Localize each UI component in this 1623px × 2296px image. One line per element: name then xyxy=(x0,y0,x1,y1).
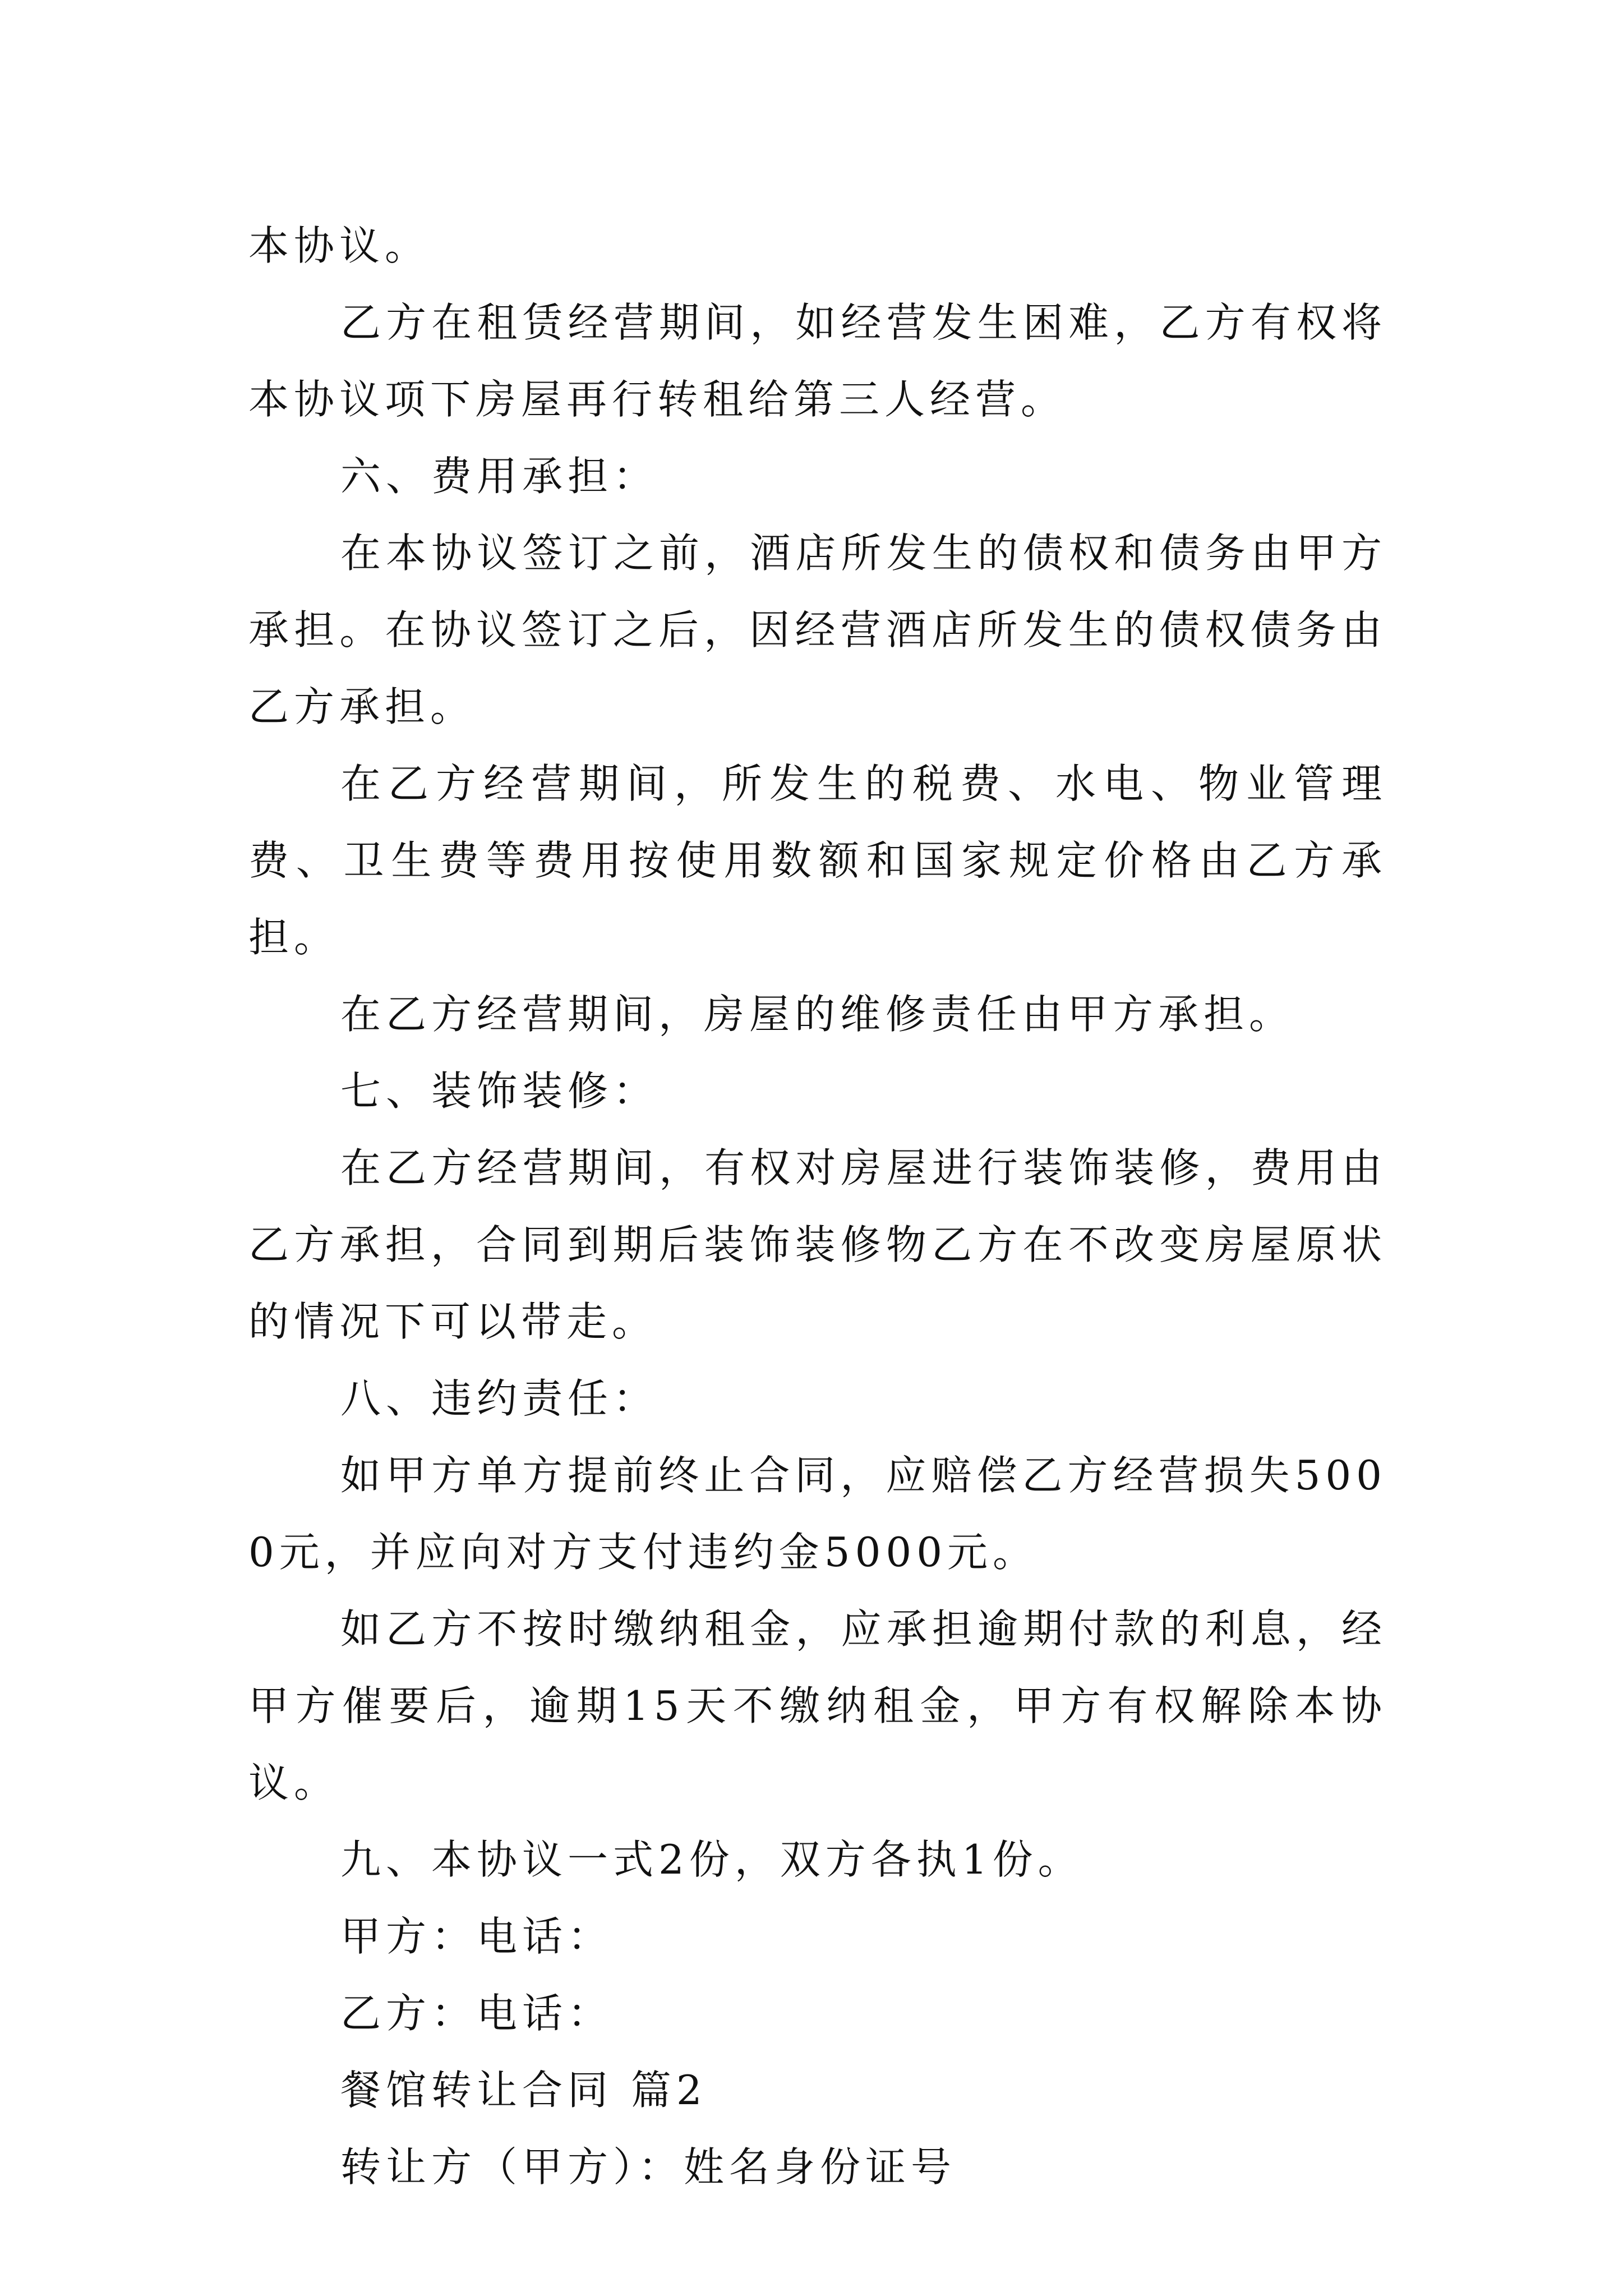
paragraph-decoration: 在乙方经营期间，有权对房屋进行装饰装修，费用由乙方承担，合同到期后装饰装修物乙方在不改变房屋原状的情况下可以带走。 xyxy=(248,1144,1387,1345)
paragraph-copies: 九、本协议一式2份，双方各执1份。 xyxy=(340,1836,1083,1883)
transferor-line: 转让方（甲方）：姓名身份证号 xyxy=(340,2143,957,2191)
paragraph-repairs: 在乙方经营期间，房屋的维修责任由甲方承担。 xyxy=(340,991,1295,1038)
paragraph-sublease: 乙方在租赁经营期间，如经营发生困难，乙方有权将本协议项下房屋再行转租给第三人经营。 xyxy=(248,299,1387,423)
signature-party-b: 乙方：电话： xyxy=(340,1990,614,2037)
heading-breach: 八、违约责任： xyxy=(340,1375,659,1422)
paragraph-breach-party-b: 如乙方不按时缴纳租金，应承担逾期付款的利息，经甲方催要后，逾期15天不缴纳租金，甲方有权解除本协议。 xyxy=(248,1605,1387,1806)
paragraph-debts: 在本协议签订之前，酒店所发生的债权和债务由甲方承担。在协议签订之后，因经营酒店所发生的债权债务由乙方承担。 xyxy=(248,530,1387,730)
paragraph-fees: 在乙方经营期间，所发生的税费、水电、物业管理费、卫生费等费用按使用数额和国家规定价格由乙方承担。 xyxy=(248,760,1387,961)
paragraph-agreement-end: 本协议。 xyxy=(248,222,431,269)
signature-party-a: 甲方：电话： xyxy=(340,1913,614,1960)
paragraph-breach-party-a: 如甲方单方提前终止合同，应赔偿乙方经营损失5000元，并应向对方支付违约金5000元。 xyxy=(248,1452,1387,1576)
section-title: 餐馆转让合同 篇2 xyxy=(340,2067,707,2114)
heading-cost-bearing: 六、费用承担： xyxy=(340,453,659,500)
heading-decoration: 七、装饰装修： xyxy=(340,1068,659,1115)
document-body xyxy=(248,208,1387,2206)
